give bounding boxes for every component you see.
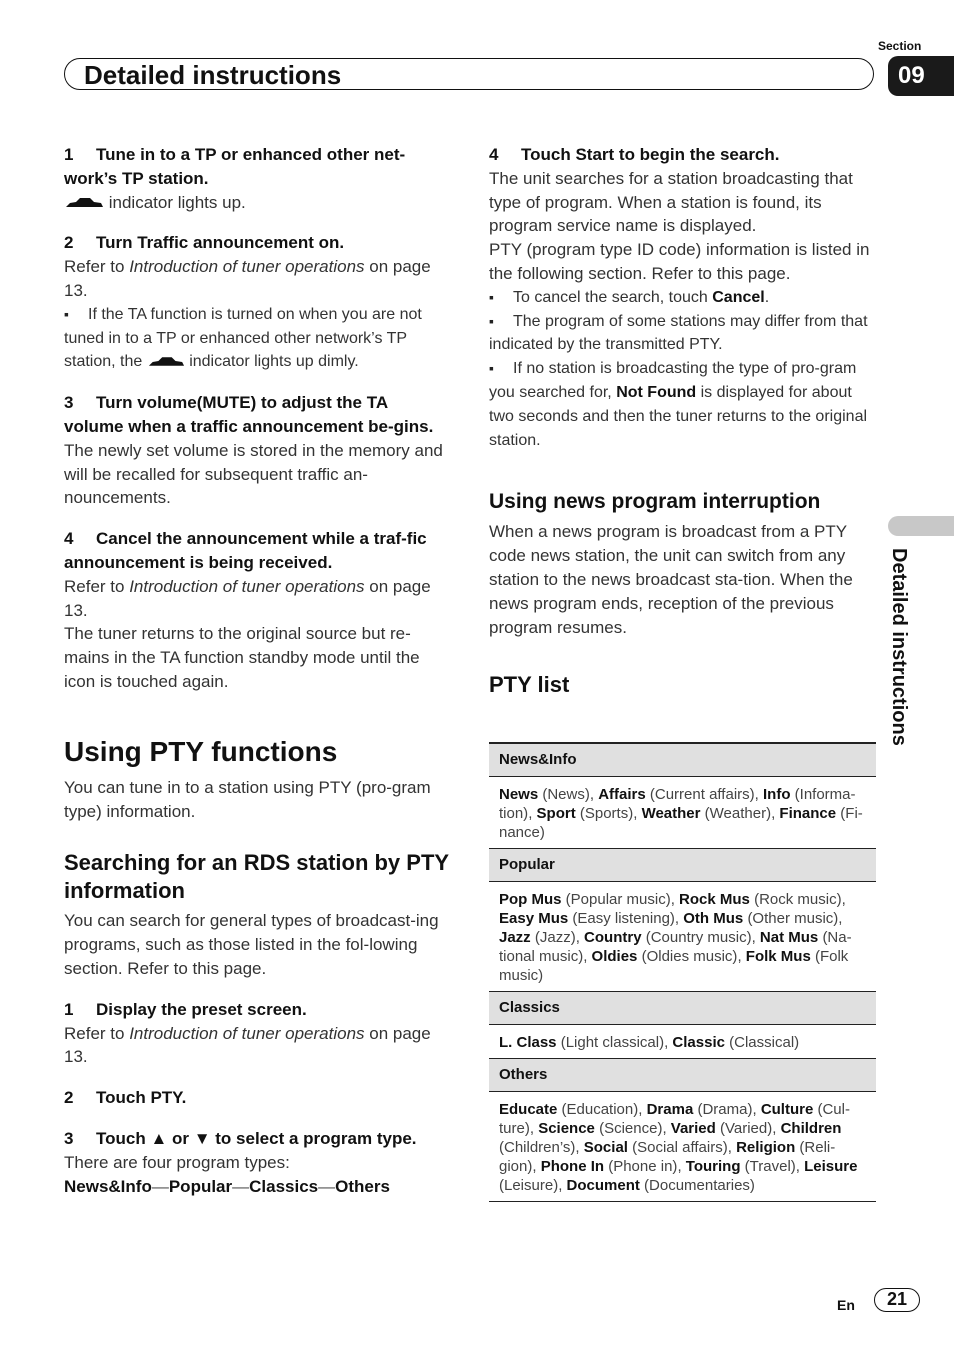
pty-item-name: Phone In [540,1158,605,1175]
pty-item-name: Varied [670,1120,716,1137]
pty-item-desc: (Light classical) [560,1034,665,1051]
side-tab-marker [888,516,954,536]
search-step-1-body: Refer to Introduction of tuner operations on page 13. [64,1023,431,1067]
pty-item-desc: (Leisure) [499,1177,559,1194]
pty-list-heading: PTY list [489,672,570,698]
pty-item-name: Leisure [804,1158,858,1175]
language-label: En [837,1297,855,1313]
side-tab-label: Detailed instructions [888,548,910,746]
step-4-body: Refer to Introduction of tuner operations on page 13. [64,576,431,620]
pty-item-desc: (Other music) [747,910,839,927]
pty-item-desc: (News) [542,786,590,803]
step-1-body: indicator lights up. [64,191,449,215]
pty-category-items: Pop Mus (Popular music), Rock Mus (Rock music), Easy Mus (Easy listening), Oth Mus (Other music), Jazz (Jazz), Country (Country music), Nat Mus (Na-tional music), Oldies (Oldies music), Folk Mus (Folk music) [489,882,876,992]
pty-item-name: Oldies [591,948,638,965]
pty-item-desc: (Informa-tion) [499,786,856,822]
section-number-badge: 09 [888,56,954,96]
pty-item-desc: (Travel) [744,1158,796,1175]
note-pty-differ: ▪ The program of some stations may differ from that indicated by the transmitted PTY. [489,310,874,358]
pty-item-name: Country [584,929,642,946]
note-not-found: ▪ If no station is broadcasting the type of pro-gram you searched for, Not Found is displayed for about two seconds and then the tuner returns to the original station. [489,357,874,452]
pty-item-name: Easy Mus [499,910,569,927]
pty-item-desc: (Documentaries) [644,1177,755,1194]
car-icon [147,355,185,369]
step-2-body: Refer to Introduction of tuner operations on page 13. [64,257,431,300]
pty-category-items: Educate (Education), Drama (Drama), Culture (Cul-ture), Science (Science), Varied (Varied), Children (Children’s), Social (Social affairs), Religion (Reli-gion), Phone In (Phone in), Touring (Travel), Leisure (Leisure), Document (Documentaries) [489,1092,876,1202]
search-step-4-body: The unit searches for a station broadcasting that type of program. When a station is found, its program service name is displayed. [489,168,853,236]
pty-item-name: Science [538,1120,595,1137]
pty-item-name: Finance [779,805,837,822]
pty-item-name: Jazz [499,929,531,946]
program-types-sequence: News&Info—Popular—Classics—Others [64,1176,390,1196]
search-intro: You can search for general types of broadcast-ing programs, such as those listed in the fol-lowing section. Refer to this page. [64,911,439,978]
pty-item-desc: (Easy listening) [572,910,675,927]
pty-item-name: Affairs [598,786,646,803]
step-3-title: 3 Turn volume(MUTE) to adjust the TA volume when a traffic announcement be-gins. [64,393,434,436]
page-title: Detailed instructions [84,60,342,90]
search-step-3-body: There are four program types: [64,1152,290,1172]
pty-functions-heading: Using PTY functions [64,735,338,767]
pty-category-items: News (News), Affairs (Current affairs), Info (Informa-tion), Sport (Sports), Weather (Weather), Finance (Fi-nance) [489,777,876,849]
pty-category-header: News&Info [489,744,876,777]
search-step-2-title: 2 Touch PTY. [64,1088,187,1108]
pty-item-desc: (Weather) [704,805,772,822]
pty-item-desc: (Popular music) [565,891,671,908]
car-icon [64,196,104,210]
search-step-4-body-2: PTY (program type ID code) information is listed in the following section. Refer to this page. [489,240,870,283]
pty-item-name: Social [583,1139,628,1156]
section-label: Section [878,39,922,53]
step-3-body: The newly set volume is stored in the memory and will be recalled for subsequent traffic an-nouncements. [64,440,443,508]
pty-item-name: Nat Mus [759,929,819,946]
news-interruption-body: When a news program is broadcast from a PTY code news station, the unit can switch from any station to the news broadcast sta-tion. When the news program ends, reception of the previous program resumes. [489,522,853,637]
pty-item-name: Sport [536,805,576,822]
step-2-note: ▪ If the TA function is turned on when you are not tuned in to a TP or enhanced other network’s TP station, the indicator lights up dimly. [64,303,449,374]
step-4-title: 4 Cancel the announcement while a traf-fic announcement is being received. [64,529,427,572]
search-heading: Searching for an RDS station by PTY information [64,850,449,904]
pty-item-desc: (Drama) [697,1101,753,1118]
pty-item-desc: (Cul-ture) [499,1101,850,1137]
pty-item-name: Document [566,1177,640,1194]
search-step-3-title: 3 Touch ▲ or ▼ to select a program type. [64,1128,417,1148]
pty-item-name: Weather [641,805,701,822]
pty-item-desc: (Phone in) [608,1158,678,1175]
pty-item-desc: (Current affairs) [649,786,755,803]
page-number: 21 [874,1288,920,1312]
pty-item-name: Culture [760,1101,814,1118]
step-2-title: 2 Turn Traffic announcement on. [64,233,345,253]
pty-item-name: Religion [736,1139,796,1156]
search-step-1-title: 1 Display the preset screen. [64,999,307,1019]
right-column [489,143,874,699]
pty-item-desc: (Jazz) [534,929,576,946]
pty-item-name: News [499,786,539,803]
pty-item-desc: (Fi-nance) [499,805,863,841]
step-4-body-2: The tuner returns to the original source but re-mains in the TA function standby mode until the icon is touched again. [64,624,420,691]
pty-list-table [489,742,876,1202]
note-cancel: ▪ To cancel the search, touch Cancel. [489,286,874,310]
pty-category-header: Classics [489,992,876,1025]
search-step-4-title: 4 Touch Start to begin the search. [489,145,780,164]
pty-item-desc: (Education) [561,1101,639,1118]
pty-item-desc: (Science) [599,1120,663,1137]
pty-item-name: Drama [646,1101,694,1118]
pty-category-header: Others [489,1059,876,1092]
pty-item-desc: (Classical) [729,1034,800,1051]
pty-item-desc: (Reli-gion) [499,1139,836,1175]
step-1-title: 1 Tune in to a TP or enhanced other net-work’s TP station. [64,145,406,188]
pty-item-name: L. Class [499,1034,557,1051]
pty-item-name: Oth Mus [683,910,744,927]
pty-item-name: Educate [499,1101,558,1118]
pty-item-name: Info [763,786,791,803]
pty-item-desc: (Country music) [645,929,752,946]
pty-item-name: Rock Mus [679,891,750,908]
pty-item-name: Pop Mus [499,891,562,908]
news-interruption-heading: Using news program interruption [489,490,821,514]
pty-item-desc: (Children’s) [499,1139,576,1156]
pty-item-name: Children [780,1120,842,1137]
pty-category-header: Popular [489,849,876,882]
pty-item-desc: (Na-tional music) [499,929,852,965]
pty-intro: You can tune in to a station using PTY (pro-gram type) information. [64,777,431,821]
pty-item-desc: (Sports) [579,805,634,822]
pty-item-desc: (Varied) [719,1120,773,1137]
left-column [64,143,449,1198]
pty-item-name: Folk Mus [745,948,811,965]
pty-item-desc: (Social affairs) [632,1139,728,1156]
pty-item-name: Classic [672,1034,725,1051]
pty-category-items: L. Class (Light classical), Classic (Classical) [489,1025,876,1059]
pty-item-desc: (Folk music) [499,948,849,984]
pty-item-desc: (Oldies music) [641,948,738,965]
pty-item-desc: (Rock music) [754,891,842,908]
pty-item-name: Touring [685,1158,741,1175]
